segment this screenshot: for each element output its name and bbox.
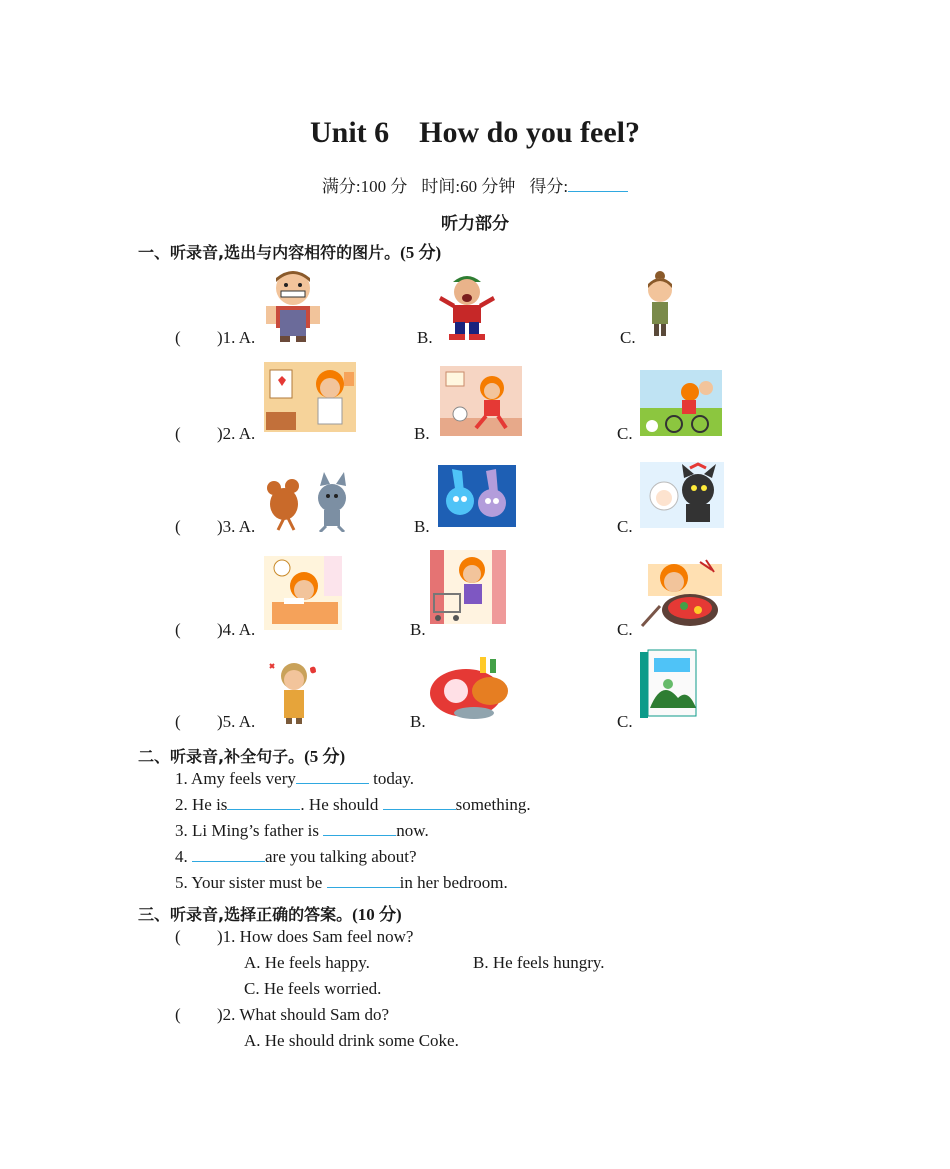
q4-option-b: B. [410, 620, 426, 639]
section3-heading [138, 900, 402, 925]
section1-points: (5 分) [400, 243, 442, 262]
page-title [0, 116, 950, 150]
sentence-1: 1. Amy feels very today. [175, 769, 415, 788]
blank-5[interactable] [327, 873, 400, 888]
time-limit: 时间:60 分钟 [421, 177, 516, 196]
section2-title: 二、听录音,补全句子。 [138, 747, 305, 766]
scared-man-picture[interactable] [437, 270, 497, 342]
q3-number: ( )3. A. [175, 517, 256, 536]
sentence-5: 5. Your sister must be in her bedroom. [175, 873, 508, 892]
blank-1[interactable] [296, 769, 369, 784]
section1-title: 一、听录音,选出与内容相符的图片。 [138, 243, 401, 262]
children-cycling-picture[interactable] [640, 370, 722, 436]
girl-eating-picture[interactable] [640, 556, 724, 630]
worried-girl-picture[interactable] [264, 658, 322, 726]
q4-number: ( )4. A. [175, 620, 256, 639]
q1-answer-a[interactable]: A. He feels happy. [244, 953, 370, 972]
sentence-4: 4. are you talking about? [175, 847, 417, 866]
q5-number: ( )5. A. [175, 712, 256, 731]
section3-title: 三、听录音,选择正确的答案。 [138, 905, 353, 924]
score-label: 得分: [529, 177, 569, 196]
q3-option-b: B. [414, 517, 430, 536]
sad-girl-picture[interactable] [640, 270, 680, 340]
q5-option-b: B. [410, 712, 426, 731]
question-1: ( )1. How does Sam feel now? [175, 927, 414, 946]
q5-option-c: C. [617, 712, 633, 731]
sentence-3: 3. Li Ming’s father is now. [175, 821, 429, 840]
girl-running-picture[interactable] [440, 366, 522, 436]
cat-and-mouse-picture[interactable] [264, 468, 358, 532]
sentence-2: 2. He is . He should something. [175, 795, 531, 814]
blank-4[interactable] [192, 847, 265, 862]
girl-drawing-picture[interactable] [264, 362, 356, 438]
angry-boy-picture[interactable] [262, 266, 324, 344]
section3-points: (10 分) [352, 905, 402, 924]
q4-option-c: C. [617, 620, 633, 639]
q1-option-b: B. [417, 328, 433, 347]
food-picture[interactable] [428, 655, 514, 721]
book-picture[interactable] [638, 648, 698, 720]
q1-number: ( )1. A. [175, 328, 256, 347]
question-2: ( )2. What should Sam do? [175, 1005, 390, 1024]
blank-2a[interactable] [227, 795, 300, 810]
unit-title: How do you feel? [419, 116, 640, 149]
unit-label: Unit 6 [309, 116, 390, 149]
section2-heading [138, 742, 345, 767]
score-blank[interactable] [568, 177, 628, 192]
q2-answer-a[interactable]: A. He should drink some Coke. [244, 1031, 459, 1050]
exam-meta [0, 172, 950, 197]
section2-points: (5 分) [304, 747, 346, 766]
blank-2b[interactable] [383, 795, 456, 810]
girl-studying-picture[interactable] [264, 556, 342, 630]
q1-option-c: C. [620, 328, 636, 347]
wolf-and-sheep-picture[interactable] [640, 462, 724, 528]
q1-answer-c[interactable]: C. He feels worried. [244, 979, 382, 998]
q3-option-c: C. [617, 517, 633, 536]
q1-answer-b[interactable]: B. He feels hungry. [473, 953, 605, 972]
q2-number: ( )2. A. [175, 424, 256, 443]
rabbits-picture[interactable] [438, 465, 516, 527]
full-marks: 满分:100 分 [321, 177, 408, 196]
section1-heading [138, 238, 441, 263]
blank-3[interactable] [323, 821, 396, 836]
listening-heading: 听力部分 [441, 214, 509, 234]
q2-option-c: C. [617, 424, 633, 443]
girl-shopping-picture[interactable] [430, 550, 506, 624]
q2-option-b: B. [414, 424, 430, 443]
